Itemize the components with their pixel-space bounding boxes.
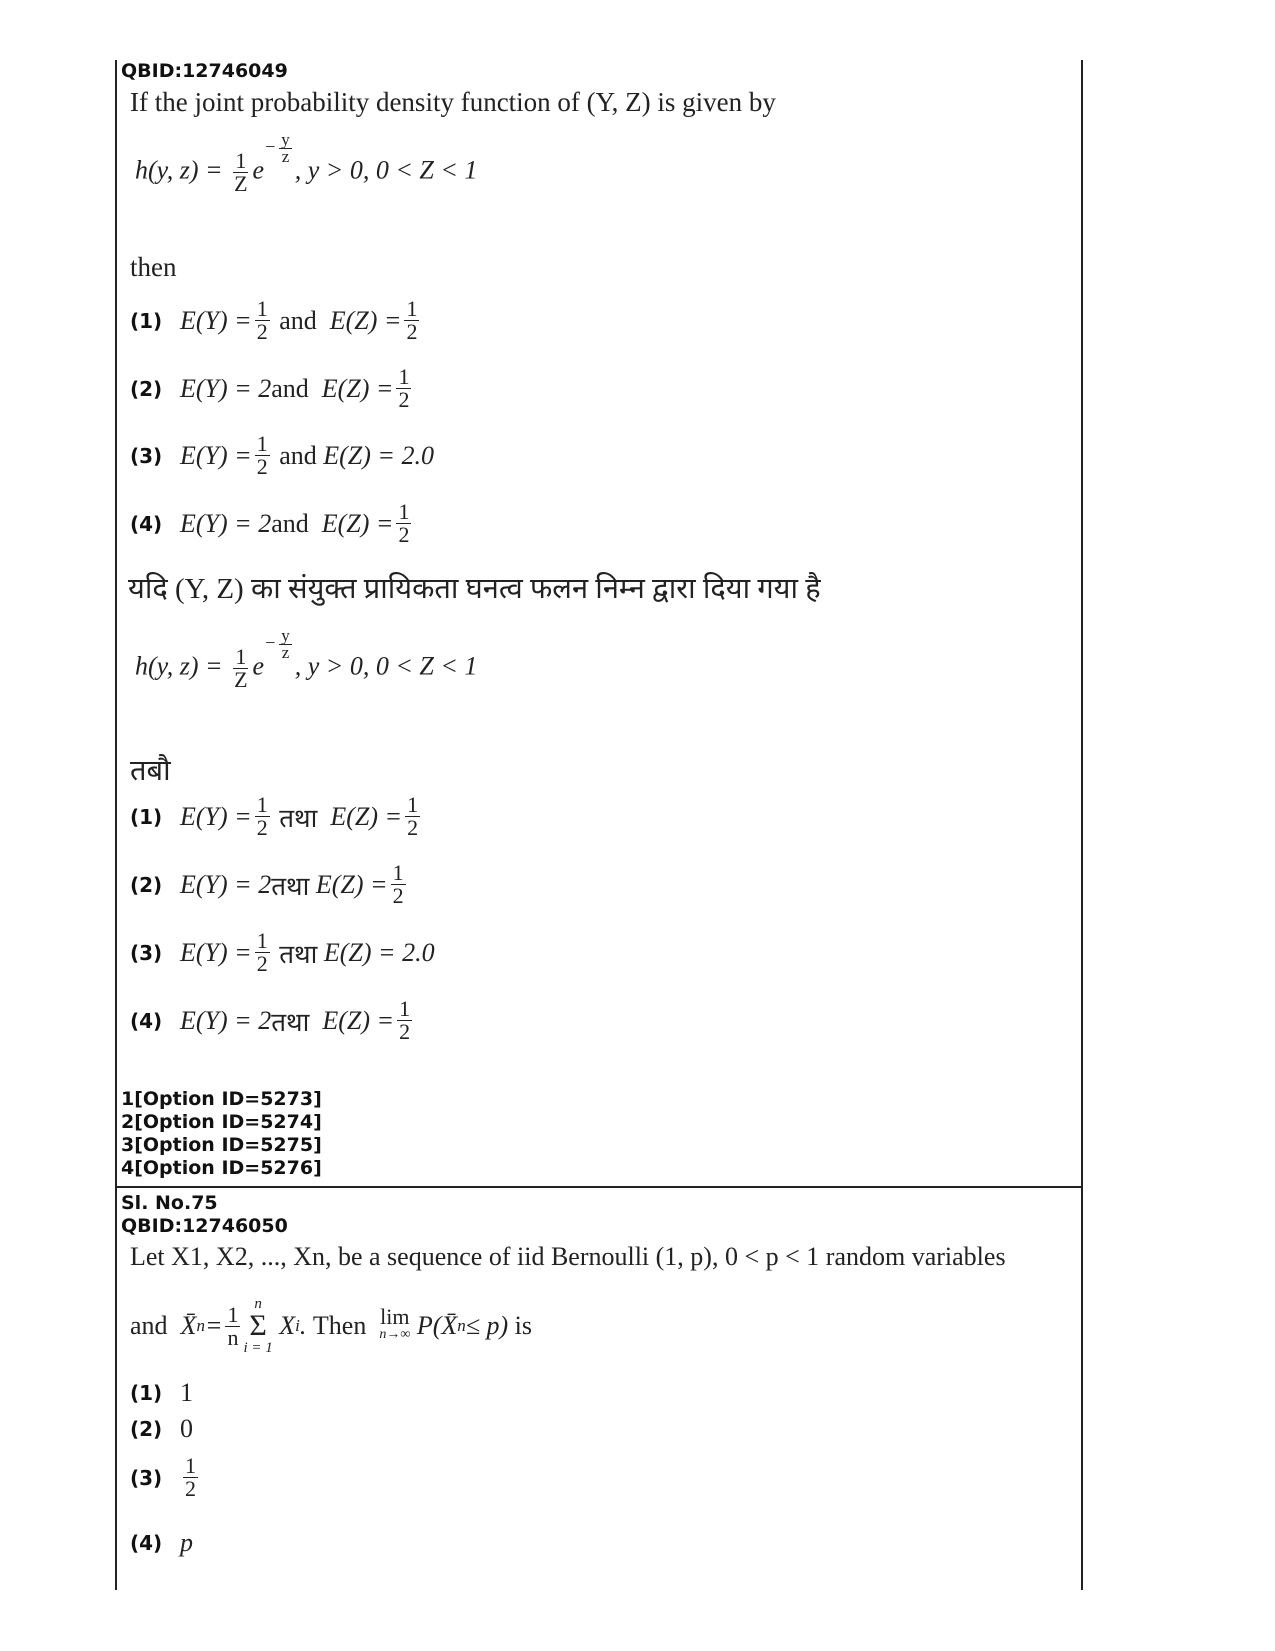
option-2-en: (2) E(Y) = 2 and E(Z) = $\frac{1}{2}$ bbox=[130, 364, 410, 412]
option-label: (4) bbox=[130, 511, 163, 536]
question-text-hi: यदि (Y, Z) का संयुक्त प्रायिकता घनत्व फलन निम्न द्वारा दिया गया है bbox=[128, 573, 821, 605]
question-75-line1: Let X1, X2, ..., Xn, be a sequence of iid Bernoulli (1, p), 0 < p < 1 random variables bbox=[130, 1242, 1006, 1271]
pdf-formula-hi: h(y, z) = $\frac{1}{Z}$ e− $\frac{y}{z}$ , y > 0, 0 < Z < 1 bbox=[135, 626, 478, 692]
option-id-4: 4[Option ID=5276] bbox=[121, 1157, 322, 1179]
option-3-en: (3) E(Y) = $\frac{1}{2}$ and E(Z) = 2.0 bbox=[130, 431, 434, 479]
option-3-q75 bbox=[130, 1455, 201, 1500]
option-ids bbox=[121, 1088, 322, 1180]
option-label: (3) bbox=[130, 940, 163, 965]
and-text: and bbox=[271, 508, 309, 538]
option-4-en: (4) E(Y) = 2 and E(Z) = $\frac{1}{2}$ bbox=[130, 499, 410, 547]
half-fraction: $\frac{1}{2}$ bbox=[185, 1453, 196, 1501]
and-text: and bbox=[279, 440, 317, 470]
tatha-text: तथा bbox=[279, 803, 318, 833]
option-id-2: 2[Option ID=5274] bbox=[121, 1111, 322, 1133]
is-text: is bbox=[514, 1311, 533, 1340]
question-75-line2: and X̄ n = $\frac{1}{n}$ n Σ i = 1 X i . Then lim n→∞ P(X̄ n ≤ p) is bbox=[130, 1296, 533, 1356]
option-label: (1) bbox=[130, 804, 163, 829]
option-label: (2) bbox=[130, 872, 163, 897]
option-label: (1) bbox=[130, 1381, 163, 1405]
answer-value: 1 bbox=[180, 1378, 193, 1407]
option-label: (3) bbox=[130, 1465, 163, 1490]
answer-value: p bbox=[180, 1528, 193, 1557]
option-label: (3) bbox=[130, 443, 163, 468]
option-1-hi: (1) E(Y) = $\frac{1}{2}$ तथा E(Z) = $\frac{1}{2}$ bbox=[130, 792, 419, 840]
option-label: (1) bbox=[130, 308, 163, 333]
tatha-text: तथा bbox=[271, 1007, 310, 1037]
option-label: (2) bbox=[130, 1417, 163, 1441]
option-label: (4) bbox=[130, 1008, 163, 1033]
option-3-hi: (3) E(Y) = $\frac{1}{2}$ तथा E(Z) = 2.0 bbox=[130, 928, 435, 976]
option-label: (2) bbox=[130, 376, 163, 401]
and-text: and bbox=[271, 373, 309, 403]
option-2-q75 bbox=[130, 1414, 193, 1444]
option-4-q75 bbox=[130, 1528, 193, 1558]
left-border bbox=[115, 60, 117, 1590]
right-border bbox=[1081, 60, 1083, 1590]
answer-value: 0 bbox=[180, 1414, 193, 1443]
tatha-text: तथा bbox=[271, 871, 310, 901]
then-text: then bbox=[130, 252, 177, 282]
option-1-q75 bbox=[130, 1378, 193, 1408]
tatha-text: तथा bbox=[279, 939, 318, 969]
option-id-1: 1[Option ID=5273] bbox=[121, 1088, 322, 1110]
option-label: (4) bbox=[130, 1531, 163, 1555]
option-2-hi: (2) E(Y) = 2 तथा E(Z) = $\frac{1}{2}$ bbox=[130, 860, 404, 908]
then-text-75: Then bbox=[312, 1311, 367, 1340]
question-divider bbox=[115, 1186, 1083, 1188]
pdf-formula-en: h(y, z) = $\frac{1}{Z}$ e− $\frac{y}{z}$ , y > 0, 0 < Z < 1 bbox=[135, 130, 478, 196]
question-text-en: If the joint probability density function of (Y, Z) is given by bbox=[130, 87, 776, 117]
serial-number: Sl. No.75 bbox=[121, 1192, 218, 1214]
then-text-hi: तबौ bbox=[130, 755, 171, 787]
option-4-hi: (4) E(Y) = 2 तथा E(Z) = $\frac{1}{2}$ bbox=[130, 996, 411, 1044]
qbid-75: QBID:12746050 bbox=[121, 1215, 288, 1237]
qbid-74: QBID:12746049 bbox=[121, 60, 288, 82]
option-id-3: 3[Option ID=5275] bbox=[121, 1134, 322, 1156]
and-text: and bbox=[279, 305, 317, 335]
option-1-en: (1) E(Y) = $\frac{1}{2}$ and E(Z) = $\frac{1}{2}$ bbox=[130, 296, 418, 344]
